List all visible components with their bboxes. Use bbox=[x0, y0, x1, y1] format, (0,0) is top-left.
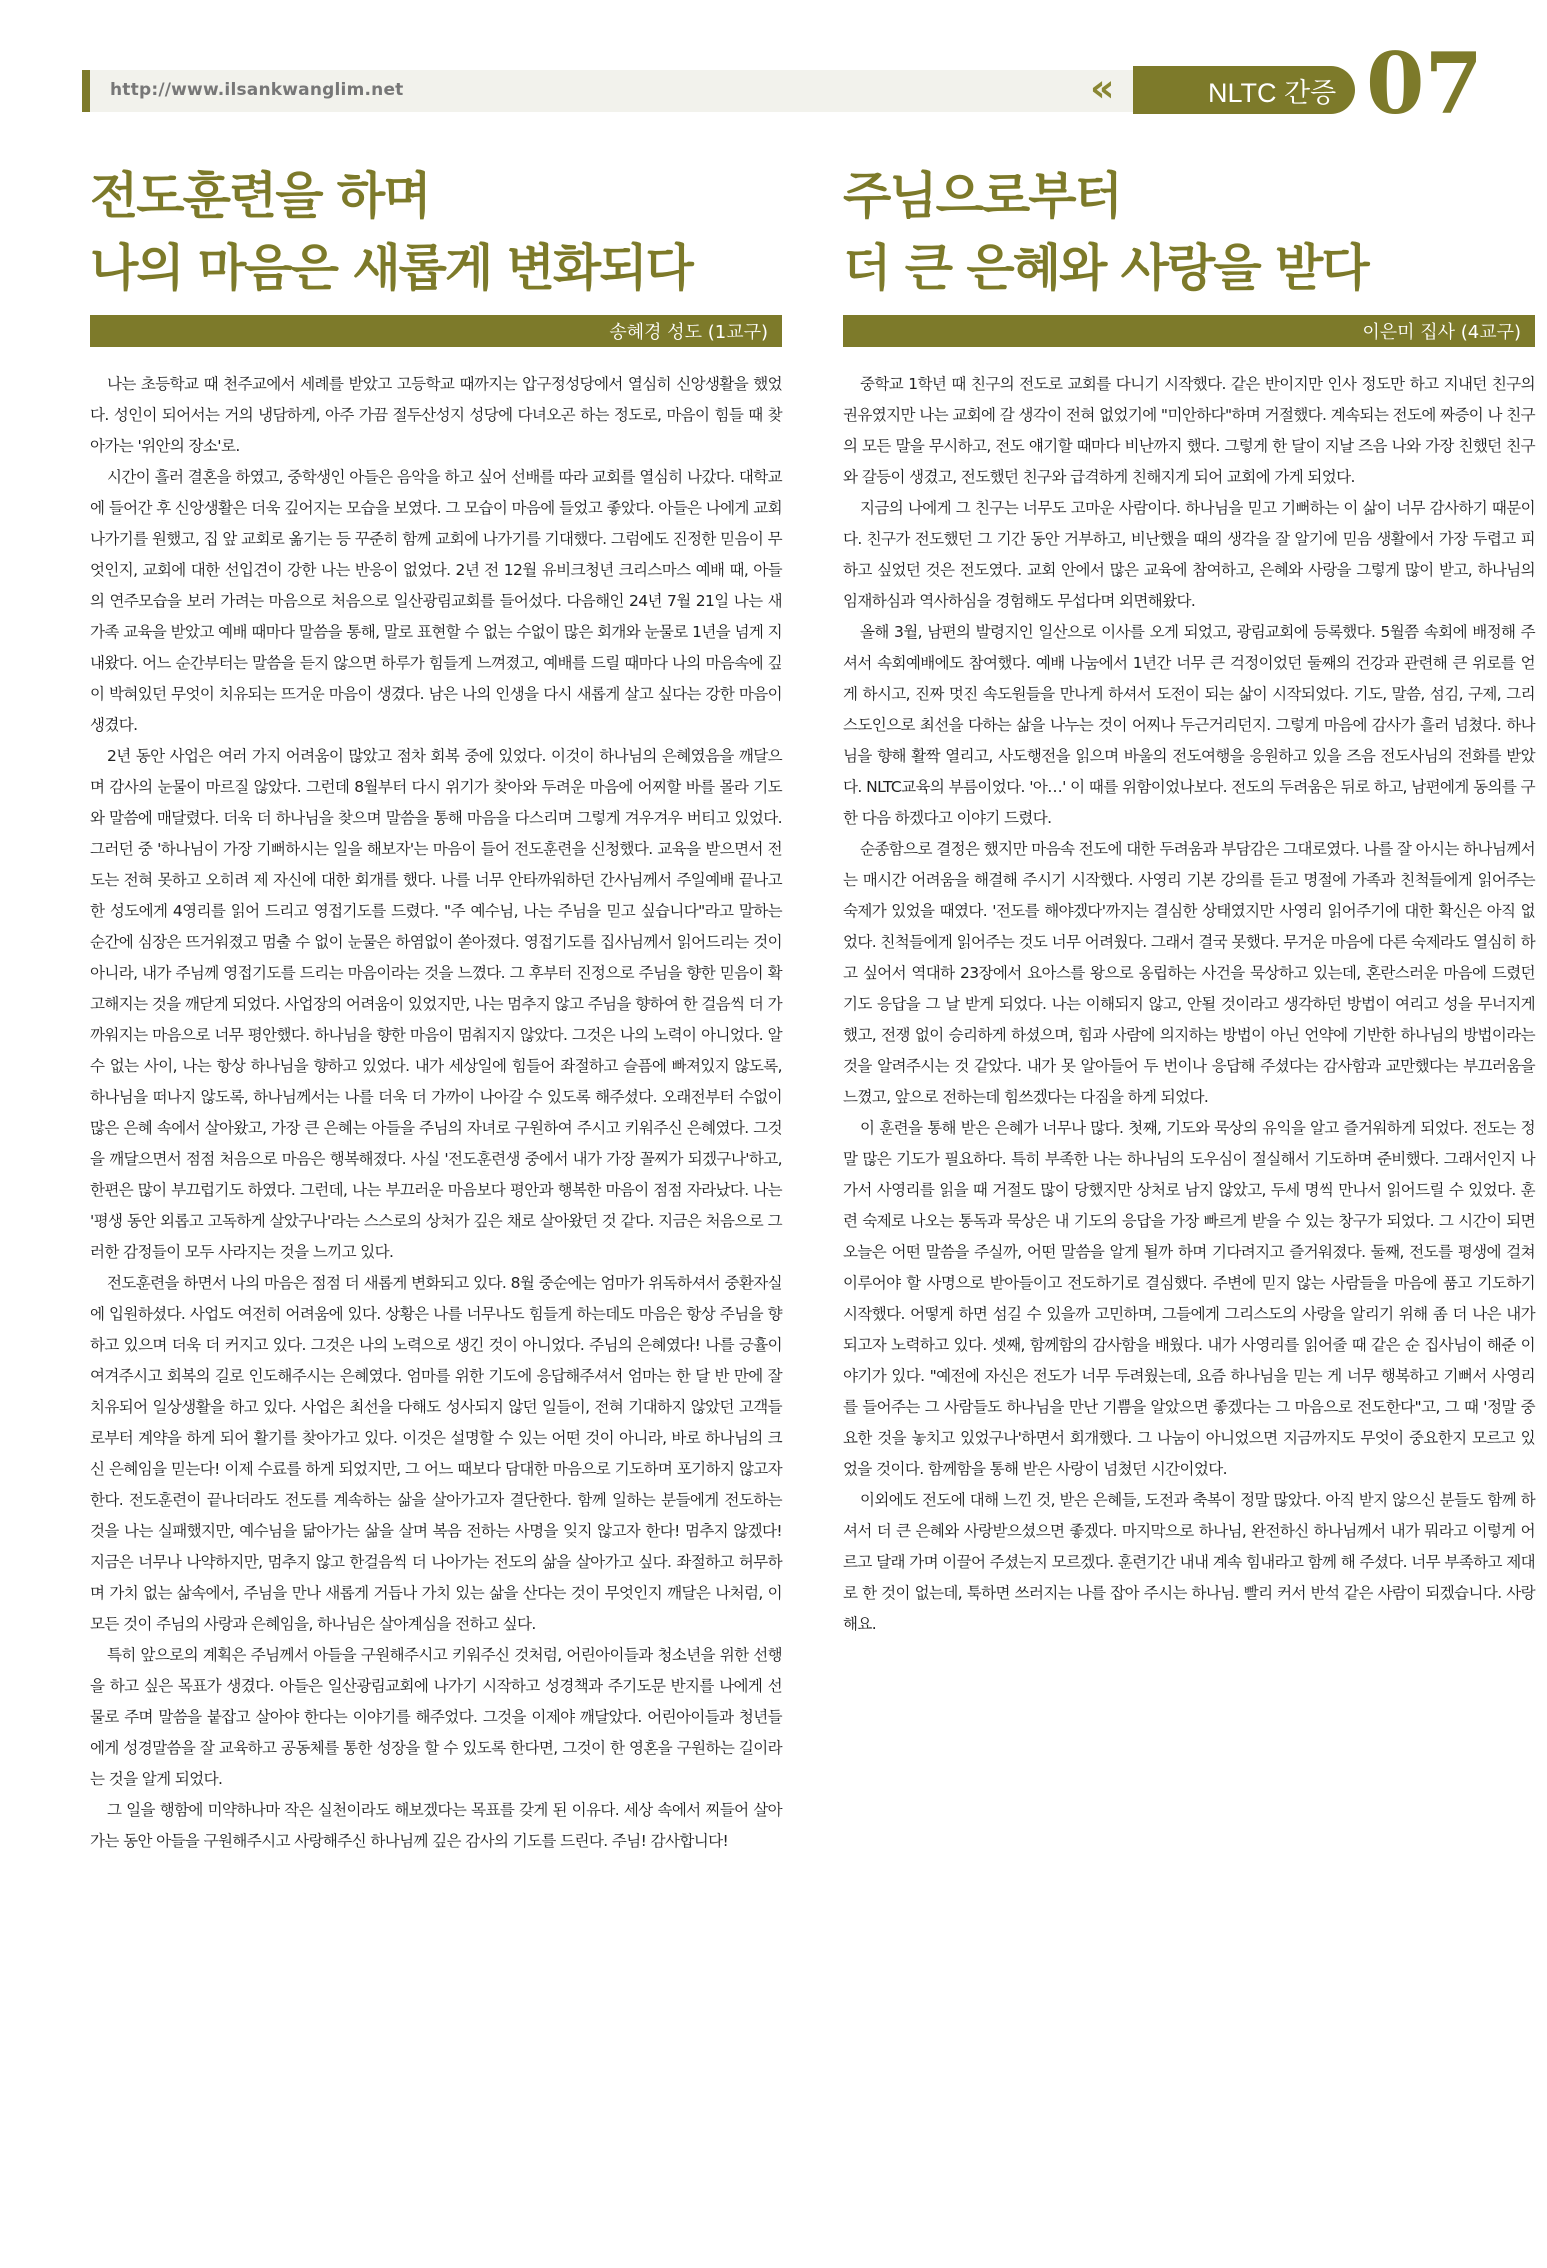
article-body bbox=[90, 369, 782, 1857]
paragraph: 시간이 흘러 결혼을 하였고, 중학생인 아들은 음악을 하고 싶어 선배를 따라 교회를 열심히 나갔다. 대학교에 들어간 후 신앙생활은 더욱 깊어지는 모습을 보였다. 그 모습이 마음에 들었고 좋았다. 아들은 나에게 교회 나가기를 원했고, 집 앞 교회로 옮기는 등 꾸준히 함께 교회에 나가기를 기대했다. 그럼에도 진정한 믿음이 무엇인지, 교회에 대한 선입견이 강한 나는 반응이 없었다. 2년 전 12월 유비크청년 크리스마스 예배 때, 아들의 연주모습을 보러 가려는 마음으로 처음으로 일산광림교회를 들어섰다. 다음해인 24년 7월 21일 나는 새가족 교육을 받았고 예배 때마다 말씀을 통해, 말로 표현할 수 없는 수없이 많은 회개와 눈물로 1년을 넘게 지내왔다. 어느 순간부터는 말씀을 듣지 않으면 하루가 힘들게 느껴졌고, 예배를 드릴 때마다 나의 마음속에 깊이 박혀있던 무엇이 치유되는 뜨거운 마음이 생겼다. 남은 나의 인생을 다시 새롭게 살고 싶다는 강한 마음이 생겼다. bbox=[90, 468, 782, 734]
paragraph: 이외에도 전도에 대해 느낀 것, 받은 은혜들, 도전과 축복이 정말 많았다. 아직 받지 않으신 분들도 함께 하셔서 더 큰 은혜와 사랑받으셨으면 좋겠다. 마지막으로 하나님, 완전하신 하나님께서 내가 뭐라고 이렇게 어르고 달래 가며 이끌어 주셨는지 모르겠다. 훈련기간 내내 계속 힘내라고 함께 해 주셨다. 너무 부족하고 제대로 한 것이 없는데, 툭하면 쓰러지는 나를 잡아 주시는 하나님. 빨리 커서 반석 같은 사람이 되겠습니다. 사랑해요. bbox=[843, 1491, 1535, 1633]
chevron-left-icon: « bbox=[1090, 66, 1107, 110]
paragraph: 이 훈련을 통해 받은 은혜가 너무나 많다. 첫째, 기도와 묵상의 유익을 알고 즐거워하게 되었다. 전도는 정말 많은 기도가 필요하다. 특히 부족한 나는 하나님의 도우심이 절실해서 기도하며 준비했다. 그래서인지 나가서 사영리를 읽을 때 거절도 많이 당했지만 상처로 남지 않았고, 두세 명씩 만나서 읽어드릴 수 있었다. 훈련 숙제로 나오는 통독과 묵상은 내 기도의 응답을 가장 빠르게 받을 수 있는 창구가 되었다. 그 시간이 되면 오늘은 어떤 말씀을 주실까, 어떤 말씀을 알게 될까 하며 기다려지고 즐거워졌다. 둘째, 전도를 평생에 걸쳐 이루어야 할 사명으로 받아들이고 전도하기로 결심했다. 주변에 믿지 않는 사람들을 마음에 품고 기도하기 시작했다. 어떻게 하면 섬길 수 있을까 고민하며, 그들에게 그리스도의 사랑을 알리기 위해 좀 더 나은 내가 되고자 노력하고 있다. 셋째, 함께함의 감사함을 배웠다. 내가 사영리를 읽어줄 때 같은 순 집사님이 해준 이야기가 있다. "예전에 자신은 전도가 너무 두려웠는데, 요즘 하나님을 믿는 게 너무 행복하고 기뻐서 사영리를 들어주는 그 사람들도 하나님을 만난 기쁨을 알았으면 좋겠다는 그 마음으로 전도한다"고, 그 때 '정말 중요한 것을 놓치고 있었구나'하면서 회개했다. 그 나눔이 아니었으면 지금까지도 무엇이 중요한지 모르고 있었을 것이다. 함께함을 통해 받은 사랑이 넘쳤던 시간이었다. bbox=[843, 1119, 1535, 1478]
byline-bar bbox=[843, 315, 1535, 347]
article-right bbox=[843, 160, 1535, 1640]
title-line: 주님으로부터 bbox=[843, 167, 1121, 225]
article-body bbox=[843, 369, 1535, 1640]
paragraph: 올해 3월, 남편의 발령지인 일산으로 이사를 오게 되었고, 광림교회에 등록했다. 5월쯤 속회에 배정해 주셔서 속회예배에도 참여했다. 예배 나눔에서 1년간 너무 큰 걱정이었던 둘째의 건강과 관련해 큰 위로를 얻게 하시고, 진짜 멋진 속도원들을 만나게 하셔서 도전이 되는 삶이 시작되었다. 기도, 말씀, 섬김, 구제, 그리스도인으로 최선을 다하는 삶을 나누는 것이 어찌나 두근거리던지. 그렇게 마음에 감사가 흘러 넘쳤다. 하나님을 향해 활짝 열리고, 사도행전을 읽으며 바울의 전도여행을 응원하고 있을 즈음 전도사님의 전화를 받았다. NLTC교육의 부름이었다. '아…' 이 때를 위함이었나보다. 전도의 두려움은 뒤로 하고, 남편에게 동의를 구한 다음 하겠다고 이야기 드렸다. bbox=[843, 623, 1535, 827]
paragraph: 중학교 1학년 때 친구의 전도로 교회를 다니기 시작했다. 같은 반이지만 인사 정도만 하고 지내던 친구의 권유였지만 나는 교회에 갈 생각이 전혀 없었기에 "미안하다"하며 거절했다. 계속되는 전도에 짜증이 나 친구의 모든 말을 무시하고, 전도 얘기할 때마다 비난까지 했다. 그렇게 한 달이 지날 즈음 나와 가장 친했던 친구와 갈등이 생겼고, 전도했던 친구와 급격하게 친해지게 되어 교회에 가게 되었다. bbox=[843, 375, 1535, 486]
section-label: NLTC 간증 bbox=[1208, 78, 1337, 108]
author-byline: 이은미 집사 (4교구) bbox=[1362, 322, 1521, 343]
byline-bar bbox=[90, 315, 782, 347]
article-left bbox=[90, 160, 782, 1857]
page-number: 07 bbox=[1366, 34, 1483, 133]
paragraph: 전도훈련을 하면서 나의 마음은 점점 더 새롭게 변화되고 있다. 8월 중순에는 엄마가 위독하셔서 중환자실에 입원하셨다. 사업도 여전히 어려움에 있다. 상황은 나를 너무나도 힘들게 하는데도 마음은 항상 주님을 향하고 있으며 더욱 더 커지고 있다. 그것은 나의 노력으로 생긴 것이 아니었다. 주님의 은혜였다! 나를 긍휼이 여겨주시고 회복의 길로 인도해주시는 은혜였다. 엄마를 위한 기도에 응답해주셔서 엄마는 한 달 반 만에 잘 치유되어 일상생활을 하고 있다. 사업은 최선을 다해도 성사되지 않던 일들이, 전혀 기대하지 않았던 고객들로부터 계약을 하게 되어 활기를 찾아가고 있다. 이것은 설명할 수 있는 어떤 것이 아니라, 바로 하나님의 크신 은혜임을 믿는다! 이제 수료를 하게 되었지만, 그 어느 때보다 담대한 마음으로 기도하며 포기하지 않고자 한다. 전도훈련이 끝나더라도 전도를 계속하는 삶을 살아가고자 결단한다. 함께 일하는 분들에게 전도하는 것을 나는 실패했지만, 예수님을 닮아가는 삶을 살며 복음 전하는 사명을 잊지 않고자 한다! 멈추지 않겠다! 지금은 너무나 나약하지만, 멈추지 않고 한걸음씩 더 나아가는 전도의 삶을 살아가고 싶다. 좌절하고 허무하며 가치 없는 삶속에서, 주님을 만나 새롭게 거듭나 가치 있는 삶을 산다는 것이 무엇인지 깨달은 나처럼, 이 모든 것이 주님의 사랑과 은혜임을, 하나님은 살아계심을 전하고 싶다. bbox=[90, 1274, 782, 1633]
paragraph: 2년 동안 사업은 여러 가지 어려움이 많았고 점차 회복 중에 있었다. 이것이 하나님의 은혜였음을 깨달으며 감사의 눈물이 마르질 않았다. 그런데 8월부터 다시 위기가 찾아와 두려운 마음에 어찌할 바를 몰라 기도와 말씀에 매달렸다. 더욱 더 하나님을 찾으며 말씀을 통해 마음을 다스리며 그렇게 겨우겨우 버티고 있었다. 그러던 중 '하나님이 가장 기뻐하시는 일을 해보자'는 마음이 들어 전도훈련을 신청했다. 교육을 받으면서 전도는 전혀 못하고 오히려 제 자신에 대한 회개를 했다. 나를 너무 안타까워하던 간사님께서 주일예배 끝나고 한 성도에게 4영리를 읽어 드리고 영접기도를 드렸다. "주 예수님, 나는 주님을 믿고 싶습니다"라고 말하는 순간에 심장은 뜨거워졌고 멈출 수 없이 눈물은 하염없이 쏟아졌다. 영접기도를 집사님께서 읽어드리는 것이 아니라, 내가 주님께 영접기도를 드리는 마음이라는 것을 느꼈다. 그 후부터 진정으로 주님을 향한 믿음이 확고해지는 것을 깨닫게 되었다. 사업장의 어려움이 있었지만, 나는 멈추지 않고 주님을 향하여 한 걸음씩 더 가까워지는 마음으로 너무 평안했다. 하나님을 향한 마음이 멈춰지지 않았다. 그것은 나의 노력이 아니었다. 알 수 없는 사이, 나는 항상 하나님을 향하고 있었다. 내가 세상일에 힘들어 좌절하고 슬픔에 빠져있지 않도록, 하나님을 떠나지 않도록, 하나님께서는 나를 더욱 더 가까이 나아갈 수 있도록 해주셨다. 오래전부터 수없이 많은 은혜 속에서 살아왔고, 가장 큰 은혜는 아들을 주님의 자녀로 구원하여 주시고 키워주신 은혜였다. 그것을 깨달으면서 점점 처음으로 마음은 행복해졌다. 사실 '전도훈련생 중에서 내가 가장 꼴찌가 되겠구나'하고, 한편은 많이 부끄럽기도 하였다. 그런데, 나는 부끄러운 마음보다 평안과 행복한 마음이 점점 자라났다. 나는 '평생 동안 외롭고 고독하게 살았구나'라는 스스로의 상처가 깊은 채로 살아왔던 것 같다. 지금은 처음으로 그러한 감정들이 모두 사라지는 것을 느끼고 있다. bbox=[90, 747, 782, 1261]
title-line: 나의 마음은 새롭게 변화되다 bbox=[90, 239, 692, 297]
paragraph: 순종함으로 결정은 했지만 마음속 전도에 대한 두려움과 부담감은 그대로였다. 나를 잘 아시는 하나님께서는 매시간 어려움을 해결해 주시기 시작했다. 사영리 기본 강의를 듣고 명절에 가족과 친척들에게 읽어주는 숙제가 있었을 때였다. '전도를 해야겠다'까지는 결심한 상태였지만 사영리 읽어주기에 대한 확신은 아직 없었다. 친척들에게 읽어주는 것도 너무 어려웠다. 그래서 결국 못했다. 무거운 마음에 다른 숙제라도 열심히 하고 싶어서 역대하 23장에서 요아스를 왕으로 옹립하는 사건을 묵상하고 있는데, 혼란스러운 마음에 드렸던 기도 응답을 그 날 받게 되었다. 나는 이해되지 않고, 안될 것이라고 생각하던 방법이 여리고 성을 무너지게 했고, 전쟁 없이 승리하게 하셨으며, 힘과 사람에 의지하는 방법이 아닌 언약에 기반한 하나님의 방법이라는 것을 알려주시는 것 같았다. 내가 못 알아들어 두 번이나 응답해 주셨다는 감사함과 교만했다는 부끄러움을 느꼈고, 앞으로 전하는데 힘쓰겠다는 다짐을 하게 되었다. bbox=[843, 840, 1535, 1106]
article-title bbox=[843, 160, 1535, 305]
site-url[interactable]: http://www.ilsankwanglim.net bbox=[110, 80, 404, 100]
article-title bbox=[90, 160, 782, 305]
paragraph: 그 일을 행함에 미약하나마 작은 실천이라도 해보겠다는 목표를 갖게 된 이유다. 세상 속에서 찌들어 살아가는 동안 아들을 구원해주시고 사랑해주신 하나님께 깊은 감사의 기도를 드린다. 주님! 감사합니다! bbox=[90, 1801, 782, 1850]
paragraph: 특히 앞으로의 계획은 주님께서 아들을 구원해주시고 키워주신 것처럼, 어린아이들과 청소년을 위한 선행을 하고 싶은 목표가 생겼다. 아들은 일산광림교회에 나가기 시작하고 성경책과 주기도문 반지를 나에게 선물로 주며 말씀을 붙잡고 살아야 한다는 이야기를 해주었다. 그것을 이제야 깨달았다. 어린아이들과 청년들에게 성경말씀을 잘 교육하고 공동체를 통한 성장을 할 수 있도록 한다면, 그것이 한 영혼을 구원하는 길이라는 것을 알게 되었다. bbox=[90, 1646, 782, 1788]
author-byline: 송혜경 성도 (1교구) bbox=[609, 322, 768, 343]
paragraph: 나는 초등학교 때 천주교에서 세례를 받았고 고등학교 때까지는 압구정성당에서 열심히 신앙생활을 했었다. 성인이 되어서는 거의 냉담하게, 아주 가끔 절두산성지 성당에 다녀오곤 하는 정도로, 마음이 힘들 때 찾아가는 '위안의 장소'로. bbox=[90, 375, 782, 455]
title-line: 전도훈련을 하며 bbox=[90, 167, 430, 225]
paragraph: 지금의 나에게 그 친구는 너무도 고마운 사람이다. 하나님을 믿고 기뻐하는 이 삶이 너무 감사하기 때문이다. 친구가 전도했던 그 기간 동안 거부하고, 비난했을 때의 생각을 잘 알기에 믿음 생활에서 가장 두렵고 피하고 싶었던 것은 전도였다. 교회 안에서 많은 교육에 참여하고, 은혜와 사랑을 그렇게 많이 받고, 하나님의 임재하심과 역사하심을 경험해도 무섭다며 외면해왔다. bbox=[843, 499, 1535, 610]
title-line: 더 큰 은혜와 사랑을 받다 bbox=[843, 239, 1368, 297]
